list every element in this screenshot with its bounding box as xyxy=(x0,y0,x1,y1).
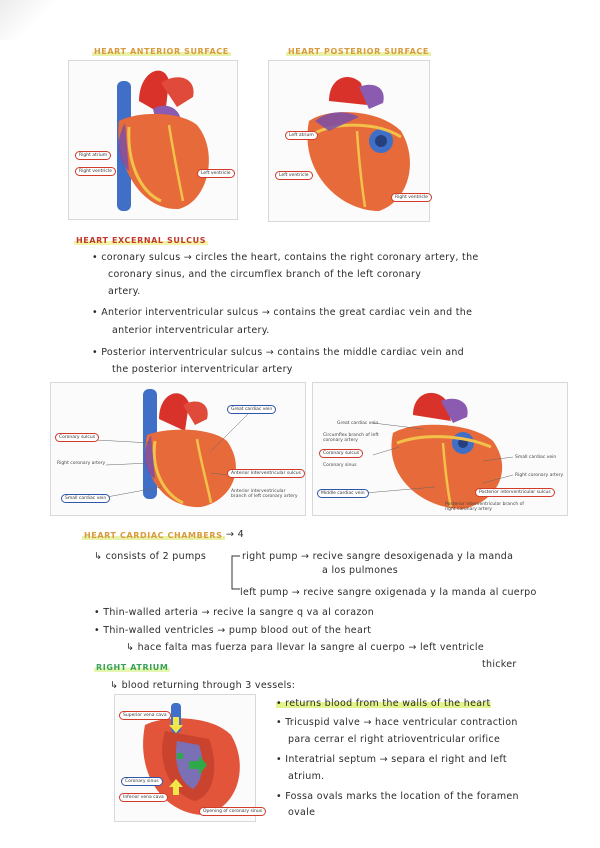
label-left-atrium: Left atrium xyxy=(285,131,318,140)
sulcus-note-line-2: coronary sinus, and the circumflex branch of the left coronary xyxy=(108,269,422,280)
atrium-bullet-3: • Interatrial septum → separa el right and left xyxy=(276,754,507,765)
label-anterior-interventricular-sulcus: Anterior interventricular sulcus xyxy=(227,469,305,478)
label-posterior-interventricular-sulcus: Posterior interventricular sulcus xyxy=(475,488,555,497)
sulcus-note-line-7: the posterior interventricular artery xyxy=(112,364,293,375)
label-anterior-interventricular-branch: Anterior interventricular branch of left coronary artery xyxy=(231,489,298,499)
force-note: ↳ hace falta mas fuerza para llevar la sangre al cuerpo → left ventricle xyxy=(126,642,485,653)
right-atrium-title: RIGHT ATRIUM xyxy=(96,663,169,672)
label-great-cardiac-vein-posterior: Great cardiac vein xyxy=(337,421,379,426)
label-superior-vena-cava: Superior vena cava xyxy=(119,711,171,720)
cardiac-chambers-title: HEART CARDIAC CHAMBERS xyxy=(84,531,223,540)
thin-walled-arteria-note: • Thin-walled arteria → recive la sangre q va al corazon xyxy=(94,607,375,618)
sulcus-note-line-3: artery. xyxy=(108,286,141,297)
sulcus-note-line-1: • coronary sulcus → circles the heart, contains the right coronary artery, the xyxy=(92,252,479,263)
thin-walled-ventricles-note: • Thin-walled ventricles → pump blood out of the heart xyxy=(94,625,372,636)
right-pump-note: right pump → recive sangre desoxigenada y la manda xyxy=(242,551,514,562)
label-small-cardiac-vein: Small cardiac vein xyxy=(61,494,110,503)
vessels-note: ↳ blood returning through 3 vessels: xyxy=(110,680,296,691)
label-right-ventricle: Right ventricle xyxy=(75,167,116,176)
sulcus-note-line-4: • Anterior interventricular sulcus → contains the great cardiac vein and the xyxy=(92,307,473,318)
thicker-note: thicker xyxy=(482,659,517,670)
label-small-cardiac-vein-posterior: Small cardiac vein xyxy=(515,455,557,460)
right-atrium-figure xyxy=(114,694,263,822)
external-sulcus-title: HEART EXCERNAL SULCUS xyxy=(76,236,207,245)
sulcus-note-line-5: anterior interventricular artery. xyxy=(112,325,270,336)
label-coronary-sinus-atrium: Coronary sinus xyxy=(121,777,163,786)
label-circumflex-branch: Circumflex branch of left coronary artery xyxy=(323,433,379,443)
page-corner-shadow xyxy=(0,0,60,40)
anterior-heart-figure xyxy=(68,60,238,220)
atrium-bullet-4-cont: ovale xyxy=(288,807,316,818)
atrium-bullet-1 xyxy=(276,697,491,710)
left-pump-note: left pump → recive sangre oxigenada y la manda al cuerpo xyxy=(240,587,537,598)
atrium-bullet-4: • Fossa ovals marks the location of the foramen xyxy=(276,791,519,802)
posterior-surface-title: HEART POSTERIOR SURFACE xyxy=(288,47,429,56)
label-right-atrium: Right atrium xyxy=(75,151,111,160)
cardiac-chambers-count: → 4 xyxy=(226,529,244,540)
sulcus-note-line-6: • Posterior interventricular sulcus → contains the middle cardiac vein and xyxy=(92,347,464,358)
label-right-ventricle-posterior: Right ventricle xyxy=(391,193,432,202)
label-right-coronary-artery-posterior: Right coronary artery xyxy=(515,473,564,478)
label-middle-cardiac-vein: Middle cardiac vein xyxy=(317,489,369,498)
atrium-bullet-2-cont: para cerrar el right atrioventricular orifice xyxy=(288,734,501,745)
anterior-heart-illustration xyxy=(69,61,237,219)
label-posterior-interventricular-branch: Posterior interventricular branch of right coronary artery xyxy=(445,502,524,512)
label-left-ventricle: Left ventricle xyxy=(197,169,235,178)
atrium-bullet-3-cont: atrium. xyxy=(288,771,325,782)
label-inferior-vena-cava: Inferior vena cava xyxy=(119,793,168,802)
label-great-cardiac-vein: Great cardiac vein xyxy=(227,405,276,414)
label-left-ventricle-posterior: Left ventricle xyxy=(275,171,313,180)
right-pump-note-cont: a los pulmones xyxy=(322,565,399,576)
anterior-surface-title: HEART ANTERIOR SURFACE xyxy=(94,47,229,56)
anterior-sulcus-figure xyxy=(50,382,306,516)
posterior-sulcus-figure xyxy=(312,382,568,516)
label-coronary-sulcus-posterior: Coronary sulcus xyxy=(319,449,363,458)
chamber-pumps-note: ↳ consists of 2 pumps xyxy=(94,551,207,562)
label-right-coronary-artery: Right coronary artery xyxy=(57,461,106,466)
posterior-heart-figure xyxy=(268,60,430,222)
label-coronary-sinus: Coronary sinus xyxy=(323,463,357,468)
atrium-bullet-1-text: • returns blood from the walls of the heart xyxy=(276,698,491,709)
atrium-bullet-2: • Tricuspid valve → hace ventricular contraction xyxy=(276,717,518,728)
label-opening-coronary-sinus: Opening of coronary sinus xyxy=(199,807,266,816)
label-coronary-sulcus: Coronary sulcus xyxy=(55,433,99,442)
